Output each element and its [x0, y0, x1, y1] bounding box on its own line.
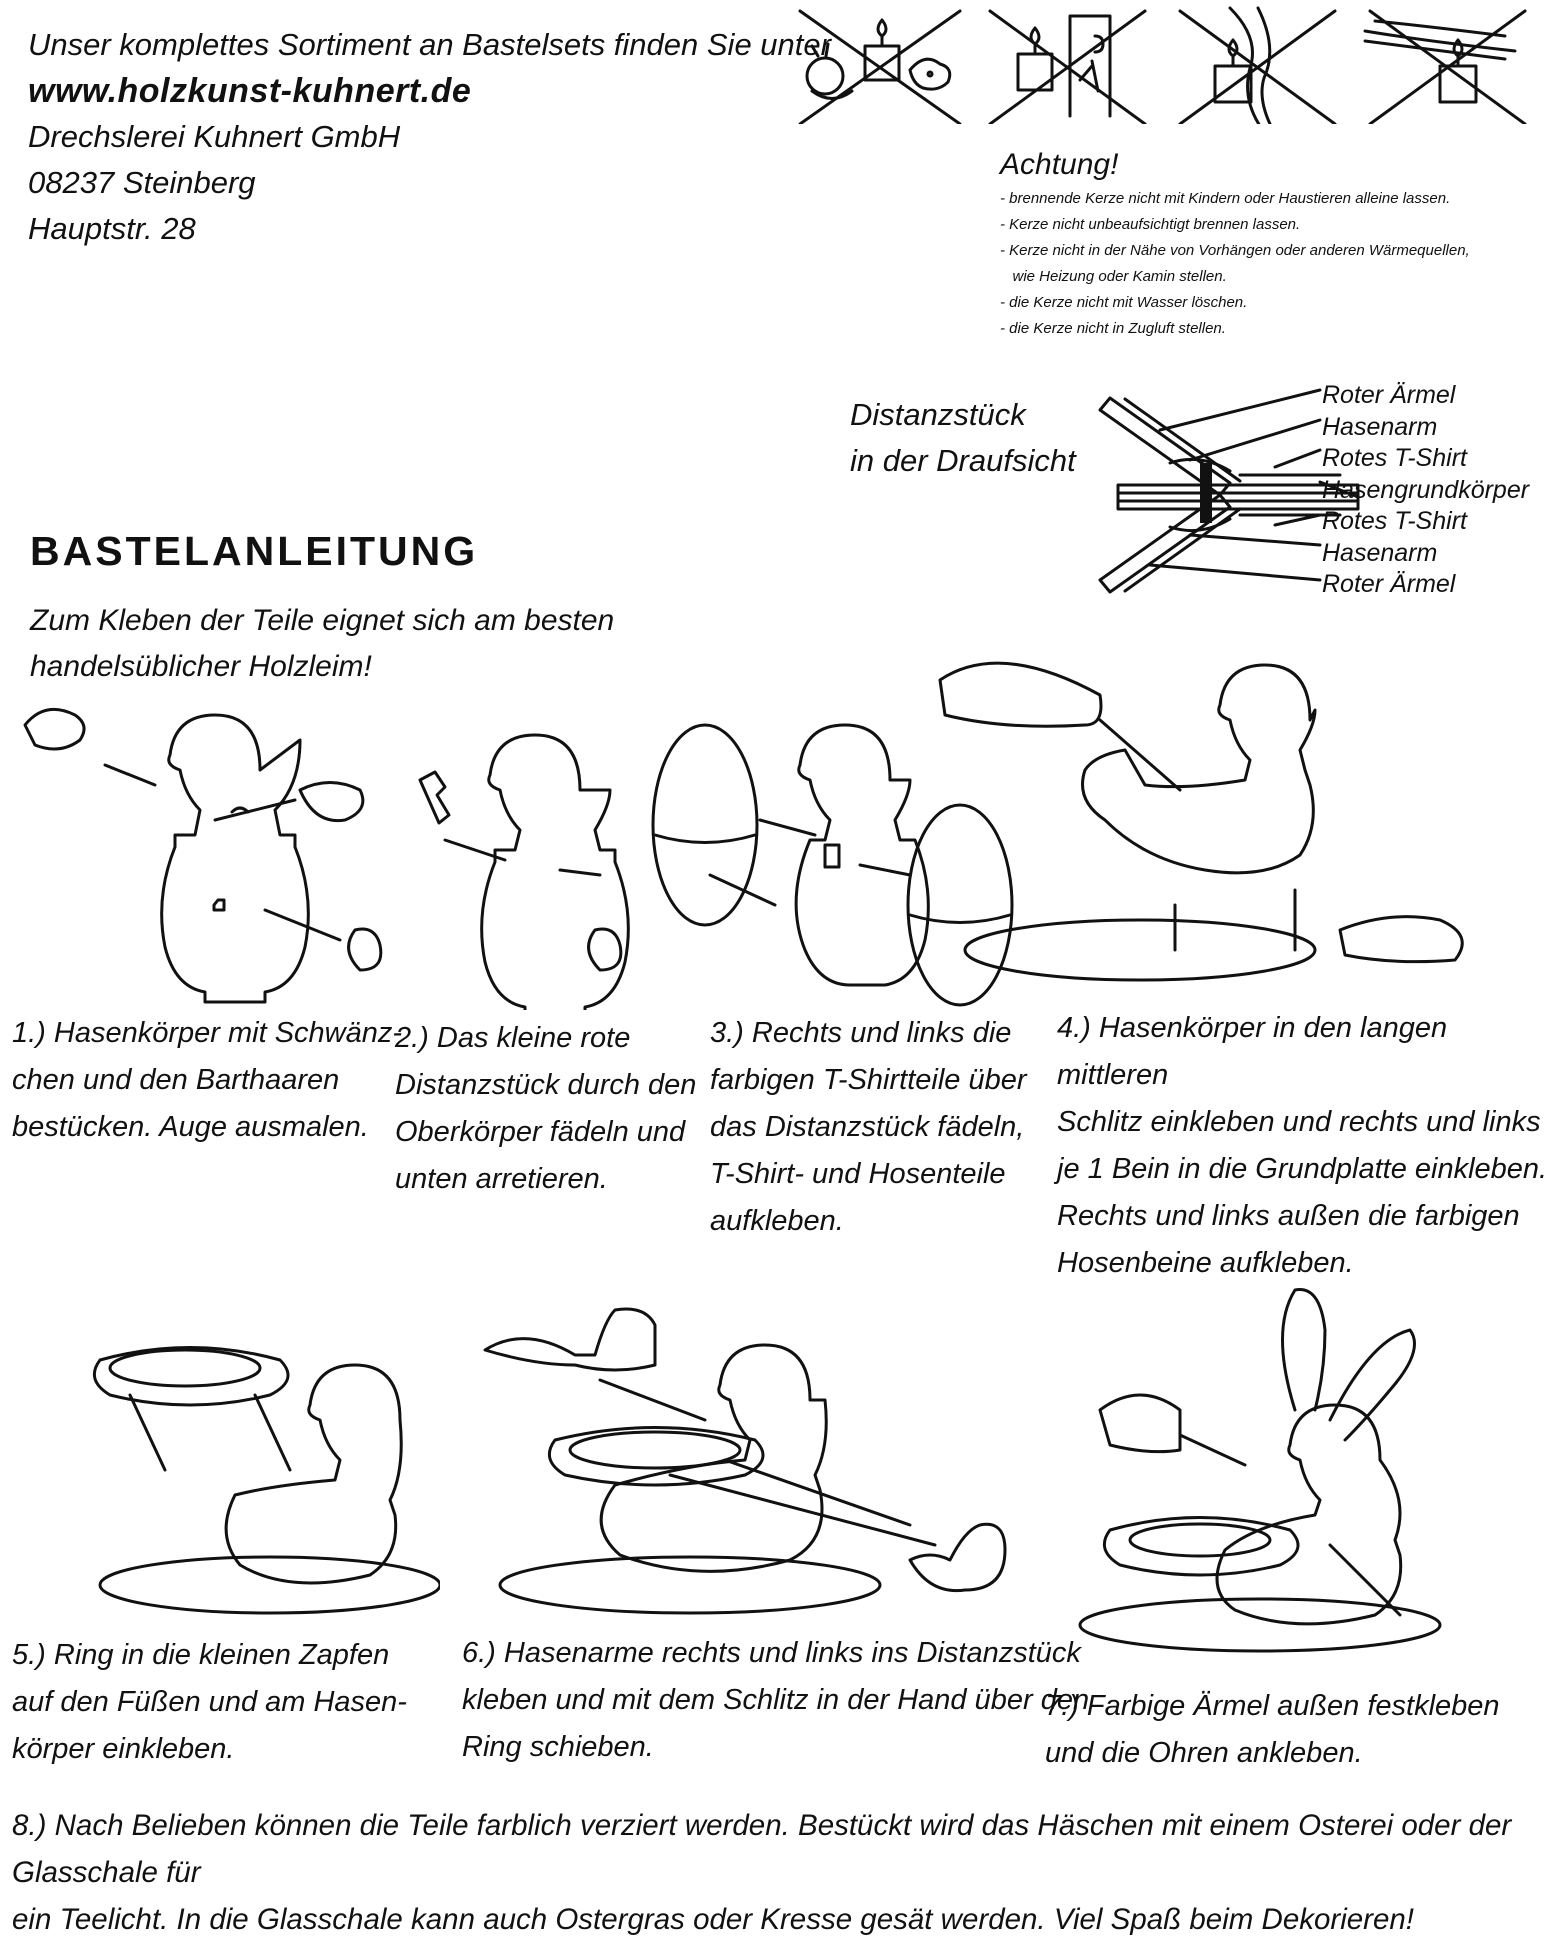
- step-line: T-Shirt- und Hosenteile: [710, 1158, 1006, 1190]
- step-line: 2.) Das kleine rote: [395, 1022, 631, 1054]
- website-link[interactable]: www.holzkunst-kuhnert.de: [28, 72, 472, 110]
- warning-item: - die Kerze nicht mit Wasser löschen.: [1000, 294, 1248, 311]
- label-red-tshirt: Rotes T-Shirt: [1322, 507, 1467, 535]
- company-name: Drechslerei Kuhnert GmbH: [28, 119, 401, 154]
- step-3: [710, 1010, 1027, 1245]
- warning-item: - Kerze nicht unbeaufsichtigt brennen lassen.: [1000, 216, 1301, 233]
- step-5: [12, 1632, 407, 1773]
- label-bunny-arm: Hasenarm: [1322, 412, 1438, 441]
- distance-piece-title: [850, 392, 1076, 484]
- label-bunny-body: Hasengrundkörper: [1322, 475, 1530, 504]
- step-line: Hosenbeine aufkleben.: [1057, 1247, 1354, 1279]
- distance-piece-labels: [1322, 380, 1529, 601]
- step-line: Ring schieben.: [462, 1731, 654, 1763]
- step1-illustration: [10, 700, 390, 1010]
- step6-illustration: [480, 1300, 1040, 1630]
- label-red-tshirt: Rotes T-Shirt: [1322, 444, 1467, 472]
- step-line: 5.) Ring in die kleinen Zapfen: [12, 1639, 390, 1671]
- step-line: je 1 Bein in die Grundplatte einkleben.: [1057, 1153, 1548, 1185]
- step-7: [1045, 1683, 1500, 1777]
- step-1: [12, 1010, 402, 1151]
- step-line: 4.) Hasenkörper in den langen mittleren: [1057, 1012, 1448, 1091]
- final-note: [12, 1802, 1547, 1943]
- company-street: Hauptstr. 28: [28, 211, 196, 246]
- label-bunny-arm: Hasenarm: [1322, 538, 1438, 567]
- step-line: 1.) Hasenkörper mit Schwänz-: [12, 1017, 403, 1049]
- step-line: aufkleben.: [710, 1205, 844, 1237]
- step-line: kleben und mit dem Schlitz in der Hand über den: [462, 1684, 1090, 1716]
- tail-piece-2: [349, 929, 381, 970]
- sleeve-piece: [1100, 1395, 1180, 1452]
- step-line: 6.) Hasenarme rechts und links ins Distanzstück: [462, 1637, 1081, 1669]
- company-city: 08237 Steinberg: [28, 165, 256, 200]
- warning-item: - brennende Kerze nicht mit Kindern oder Haustieren alleine lassen.: [1000, 190, 1451, 207]
- step-line: bestücken. Auge ausmalen.: [12, 1111, 369, 1143]
- step-line: körper einkleben.: [12, 1733, 235, 1765]
- step-line: Distanzstück durch den: [395, 1069, 697, 1101]
- warning-item: - Kerze nicht in der Nähe von Vorhängen oder anderen Wärmequellen,: [1000, 242, 1470, 259]
- no-candle-near-curtains-icon: [1180, 8, 1335, 124]
- warning-icons: [790, 6, 1530, 124]
- step5-illustration: [70, 1320, 440, 1620]
- warning-item: - die Kerze nicht in Zugluft stellen.: [1000, 320, 1226, 337]
- company-header: [28, 22, 831, 252]
- tail-piece: [25, 709, 84, 749]
- step-4: [1057, 1005, 1557, 1287]
- step-2: [395, 1015, 696, 1203]
- warning-title: Achtung!: [1000, 148, 1119, 181]
- step-line: und die Ohren ankleben.: [1045, 1737, 1363, 1769]
- no-candle-in-draft-icon: [1365, 11, 1525, 124]
- label-red-sleeve: Roter Ärmel: [1322, 381, 1456, 409]
- ear-left: [1283, 1290, 1326, 1411]
- step-line: auf den Füßen und am Hasen-: [12, 1686, 407, 1718]
- trouser-leg: [940, 663, 1101, 726]
- instructions-intro: [30, 598, 614, 690]
- step-line: 7.) Farbige Ärmel außen festkleben: [1045, 1690, 1500, 1722]
- step-line: chen und den Barthaaren: [12, 1064, 340, 1096]
- arm-piece-2: [910, 1524, 1005, 1590]
- header-intro: Unser komplettes Sortiment an Bastelsets finden Sie unter: [28, 27, 831, 62]
- label-red-sleeve: Roter Ärmel: [1322, 570, 1456, 598]
- no-candle-children-pets-icon: [800, 11, 960, 124]
- final-line2: ein Teelicht. In die Glasschale kann auch Ostergras oder Kresse gesät werden. Viel Spaß beim Dekorieren!: [12, 1903, 1414, 1936]
- step-line: farbigen T-Shirtteile über: [710, 1064, 1027, 1096]
- step2-illustration: [400, 720, 680, 1010]
- distance-piece-title-line2: in der Draufsicht: [850, 443, 1076, 478]
- step-line: das Distanzstück fädeln,: [710, 1111, 1025, 1143]
- step7-illustration: [1070, 1280, 1470, 1660]
- whisker-piece: [300, 783, 363, 821]
- step-line: Rechts und links außen die farbigen: [1057, 1200, 1520, 1232]
- candle-warning: [1000, 148, 1470, 342]
- step-line: Schlitz einkleben und rechts und links: [1057, 1106, 1541, 1138]
- distance-piece-title-line1: Distanzstück: [850, 397, 1026, 432]
- no-unattended-candle-icon: [990, 11, 1145, 124]
- intro-line1: Zum Kleben der Teile eignet sich am besten: [30, 604, 615, 637]
- instructions-heading: BASTELANLEITUNG: [30, 528, 479, 574]
- arm-piece: [485, 1309, 655, 1370]
- step-line: Oberkörper fädeln und: [395, 1116, 686, 1148]
- step4-illustration: [930, 640, 1510, 1010]
- step-line: unten arretieren.: [395, 1163, 608, 1195]
- final-line1: 8.) Nach Belieben können die Teile farblich verziert werden. Bestückt wird das Häschen mit einem Osterei oder der Glasschale für: [12, 1809, 1512, 1889]
- intro-line2: handelsüblicher Holzleim!: [30, 650, 372, 683]
- warning-item: wie Heizung oder Kamin stellen.: [1000, 268, 1227, 285]
- step-6: [462, 1630, 1089, 1771]
- trouser-leg-2: [1340, 917, 1462, 962]
- step-line: 3.) Rechts und links die: [710, 1017, 1012, 1049]
- distance-piece: [420, 772, 449, 823]
